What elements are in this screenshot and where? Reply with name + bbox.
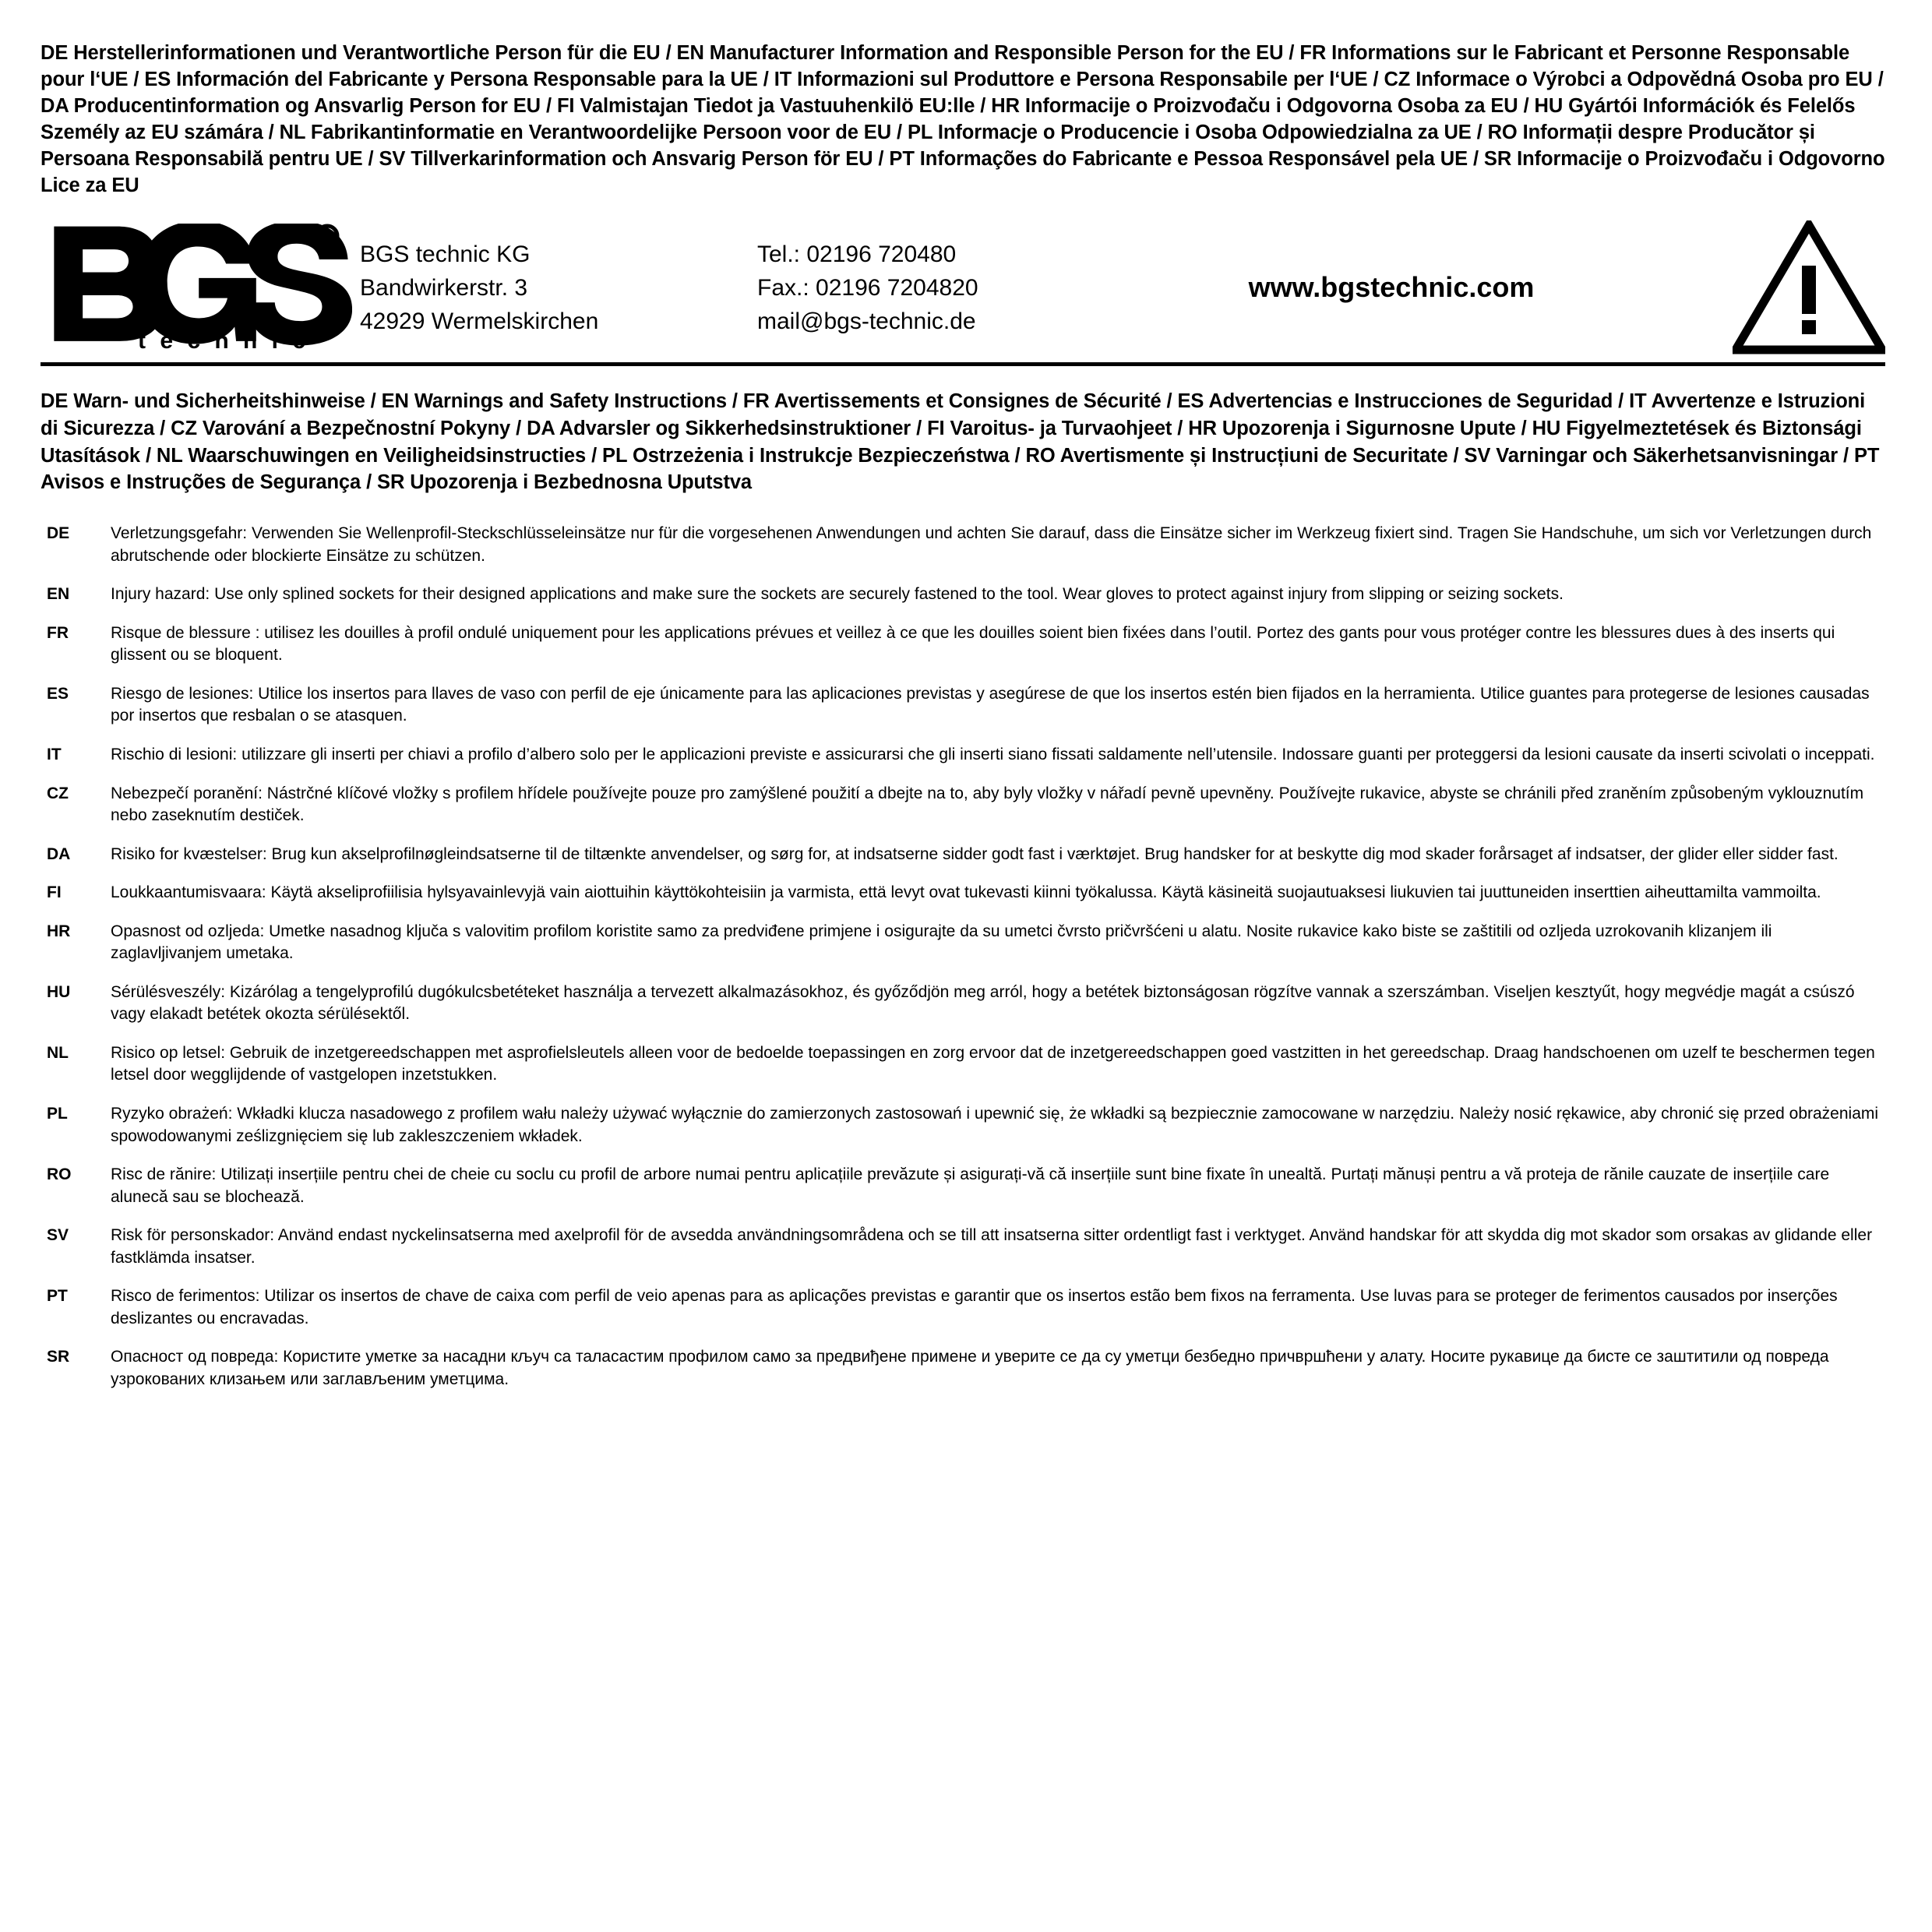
table-row xyxy=(41,683,1885,744)
language-code: HU xyxy=(47,982,71,1001)
warning-triangle-icon xyxy=(1733,220,1885,354)
company-city: 42929 Wermelskirchen xyxy=(360,308,599,335)
table-row xyxy=(41,783,1885,844)
language-code: SR xyxy=(47,1348,70,1366)
warning-text: Sérülésveszély: Kizárólag a tengelyprofilú dugókulcsbetéteket használja a tervezett alkalmazásokhoz, és győződjön meg arról, hogy a betétek biztonságosan rögzítve vannak a szerszámban. Viseljen kesztyűt, hogy megvédje magát a csúszó vagy elakadt betétek okozta sérülésektől. xyxy=(111,982,1855,1024)
warning-text: Risque de blessure : utilisez les douilles à profil ondulé uniquement pour les applications prévues et veillez à ce que les douilles soient bien fixées dans l’outil. Portez des gants pour vous protéger contre les blessures dues à des inserts qui glissent ou se bloquent. xyxy=(111,623,1835,665)
language-code: RO xyxy=(47,1165,72,1184)
company-website[interactable]: www.bgstechnic.com xyxy=(1248,271,1535,304)
warning-text: Risk för personskador: Använd endast nyckelinsatserna med axelprofil för de avsedda användningsområdena och se till att insatserna sitter ordentligt fast i verktyget. Använd handskar för att skydda dig mot skador som orsakas av glidande eller fastklämda insatser. xyxy=(111,1226,1873,1267)
company-fax: Fax.: 02196 7204820 xyxy=(757,274,978,301)
table-row xyxy=(41,622,1885,683)
language-code: HR xyxy=(47,922,71,940)
table-row xyxy=(41,921,1885,982)
warning-text: Riesgo de lesiones: Utilice los insertos para llaves de vaso con perfil de eje únicamente para las aplicaciones previstas y asegúrese de que los insertos estén bien fijados en la herramienta. Utilice guantes para protegerse de lesiones causadas por insertos que resbalan o se atasquen. xyxy=(111,684,1870,725)
company-address xyxy=(360,238,757,339)
language-code: PL xyxy=(47,1104,68,1123)
language-code: DE xyxy=(47,524,70,543)
warnings-table xyxy=(41,523,1885,1407)
warning-text: Risico op letsel: Gebruik de inzetgereedschappen met asprofielsleutels alleen voor de bedoelde toepassingen en zorg ervoor dat de inzetgereedschappen goed vastzitten in het gereedschap. Draag handschoenen om uzelf te beschermen tegen letsel door wegglijdende of vastgelopen inzetstukken. xyxy=(111,1043,1875,1084)
language-code: CZ xyxy=(47,784,69,802)
language-code: EN xyxy=(47,585,70,604)
warning-text: Risiko for kvæstelser: Brug kun akselprofilnøgleindsatserne til de tiltænkte anvendelser, og sørg for, at indsatserne sidder godt fast i værktøjet. Brug handsker for at beskytte dig mod skader forårsaget af indsatser, der glider eller sidder fast. xyxy=(111,844,1839,863)
warning-text: Opasnost od ozljeda: Umetke nasadnog ključa s valovitim profilom koristite samo za predviđene primjene i osigurajte da su umetci čvrsto pričvršćeni u alatu. Nosite rukavice kako biste se zaštitili od ozljeda uzrokovanih klizanjem ili zaglavljivanjem umetaka. xyxy=(111,922,1772,963)
table-row xyxy=(41,1103,1885,1164)
warning-text: Nebezpečí poranění: Nástrčné klíčové vložky s profilem hřídele používejte pouze pro zamýšlené použití a dbejte na to, aby byly vložky v nářadí pevně upevněny. Používejte rukavice, abyste se chránili před zraněním způsobeným vyklouznutím nebo zaseknutím destiček. xyxy=(111,784,1864,825)
warning-text: Rischio di lesioni: utilizzare gli inserti per chiavi a profilo d’albero solo per le applicazioni previste e assicurarsi che gli inserti siano fissati saldamente nell’utensile. Indossare guanti per proteggersi da lesioni causate da inserti scivolati o inceppati. xyxy=(111,745,1875,763)
warning-triangle xyxy=(1722,220,1885,354)
language-code: SV xyxy=(47,1226,69,1245)
company-street: Bandwirkerstr. 3 xyxy=(360,274,528,301)
table-row xyxy=(41,583,1885,622)
table-row xyxy=(41,744,1885,783)
warning-text: Risc de rănire: Utilizați inserțiile pentru chei de cheie cu soclu cu profil de arbore numai pentru aplicațiile prevăzute și asigurați-vă că inserțiile sunt bine fixate în unealtă. Purtați mănuși pentru a vă proteja de rănile cauzate de inserțiile care alunecă sau se blochează. xyxy=(111,1165,1830,1206)
table-row xyxy=(41,1225,1885,1285)
company-contact xyxy=(757,238,1092,339)
company-tel: Tel.: 02196 720480 xyxy=(757,241,957,267)
bgs-logo-icon xyxy=(48,224,352,352)
language-code: ES xyxy=(47,684,69,703)
language-code: IT xyxy=(47,745,62,763)
language-code: PT xyxy=(47,1287,68,1306)
company-name: BGS technic KG xyxy=(360,241,531,267)
warning-text: Risco de ferimentos: Utilizar os insertos de chave de caixa com perfil de veio apenas para as aplicações previstas e garantir que os insertos estão bem fixos na ferramenta. Use luvas para se proteger de ferimentos causados por inserções deslizantes ou encravadas. xyxy=(111,1287,1838,1327)
table-row xyxy=(41,523,1885,583)
table-row xyxy=(41,1346,1885,1407)
language-code: FI xyxy=(47,883,62,902)
table-row xyxy=(41,982,1885,1042)
warning-text: Loukkaantumisvaara: Käytä akseliprofiilisia hylsyavainlevyjä vain aiottuihin käyttökohteisiin ja varmista, että levyt ovat tukevasti kiinni työkalussa. Käytä käsineitä suojautuaksesi liukuvien tai juuttuneiden inserttien aiheuttamilta vammoilta. xyxy=(111,883,1821,902)
warning-text: Injury hazard: Use only splined sockets for their designed applications and make sure the sockets are securely fastened to the tool. Wear gloves to protect against injury from slipping or seizing sockets. xyxy=(111,585,1564,604)
company-header xyxy=(41,216,1885,366)
warning-text: Verletzungsgefahr: Verwenden Sie Wellenprofil-Steckschlüsseleinsätze nur für die vorgesehenen Anwendungen und achten Sie darauf, dass die Einsätze sicher im Werkzeug fixiert sind. Tragen Sie Handschuhe, um sich vor Verletzungen durch abrutschende oder blockierte Einsätze zu schützen. xyxy=(111,524,1872,565)
warning-text: Ryzyko obrażeń: Wkładki klucza nasadowego z profilem wału należy używać wyłącznie do zamierzonych zastosowań i upewnić się, że wkładki są bezpiecznie zamocowane w narzędziu. Należy nosić rękawice, aby chronić się przed obrażeniami spowodowanymi ześlizgnięciem się lub zakleszczeniem wkładek. xyxy=(111,1104,1879,1145)
section-heading: DE Warn- und Sicherheitshinweise / EN Warnings and Safety Instructions / FR Avertissements et Consignes de Sécurité / ES Advertencias e Instrucciones de Seguridad / IT Avvertenze e Istruzioni di Sicurezza / CZ Varování a Bezpečnostní Pokyny / DA Advarsler og Sikkerhedsinstruktioner / FI Varoitus- ja Turvaohjeet / HR Upozorenja i Sigurnosne Upute / HU Figyelmeztetések és Biztonsági Utasítások / NL Waarschuwingen en Veiligheidsinstructies / PL Ostrzeżenia i Instrukcje Bezpieczeństwa / RO Avertismente și Instrucțiuni de Securitate / SV Varningar och Säkerhetsanvisningar / PT Avisos e Instruções de Segurança / SR Upozorenja i Bezbednosna Uputstva xyxy=(41,390,1880,494)
table-row xyxy=(41,882,1885,921)
table-row xyxy=(41,1042,1885,1103)
language-code: DA xyxy=(47,844,71,863)
company-email[interactable]: mail@bgs-technic.de xyxy=(757,308,976,335)
bgs-logo xyxy=(41,224,360,352)
warning-text: Опасност од повреда: Користите уметке за насадни кључ са таласастим профилом само за предвиђене примене и уверите се да су уметци безбедно причвршћени у алату. Носите рукавице да бисте се заштитили од повреда узрокованих клизањем или заглављеним уметцима. xyxy=(111,1348,1829,1388)
language-code: FR xyxy=(47,623,69,642)
table-row xyxy=(41,1164,1885,1225)
language-code: NL xyxy=(47,1043,69,1062)
page-title: DE Herstellerinformationen und Verantwortliche Person für die EU / EN Manufacturer Information and Responsible Person for the EU / FR Informations sur le Fabricant et Personne Responsable pour l‘UE / ES Información del Fabricante y Persona Responsable para la UE / IT Informazioni sul Produttore e Persona Responsabile per l‘UE / CZ Informace o Výrobci a Odpovědná Osoba pro EU / DA Producentinformation og Ansvarlig Person for EU / FI Valmistajan Tiedot ja Vastuuhenkilö EU:lle / HR Informacije o Proizvođaču i Odgovorna Osoba za EU / HU Gyártói Információk és Felelős Személy az EU számára / NL Fabrikantinformatie en Verantwoordelijke Persoon voor de EU / PL Informacje o Producencie i Osoba Odpowiedzialna za UE / RO Informații despre Producător și Persoana Responsabilă pentru UE / SV Tillverkarinformation och Ansvarig Person för EU / PT Informações do Fabricante e Pessoa Responsável pela UE / SR Informacije o Proizvođaču i Odgovorno Lice za EU xyxy=(41,42,1885,196)
svg-text:R: R xyxy=(323,229,332,245)
svg-text:t e c h n i c: t e c h n i c xyxy=(138,327,310,352)
table-row xyxy=(41,844,1885,883)
table-row xyxy=(41,1285,1885,1346)
